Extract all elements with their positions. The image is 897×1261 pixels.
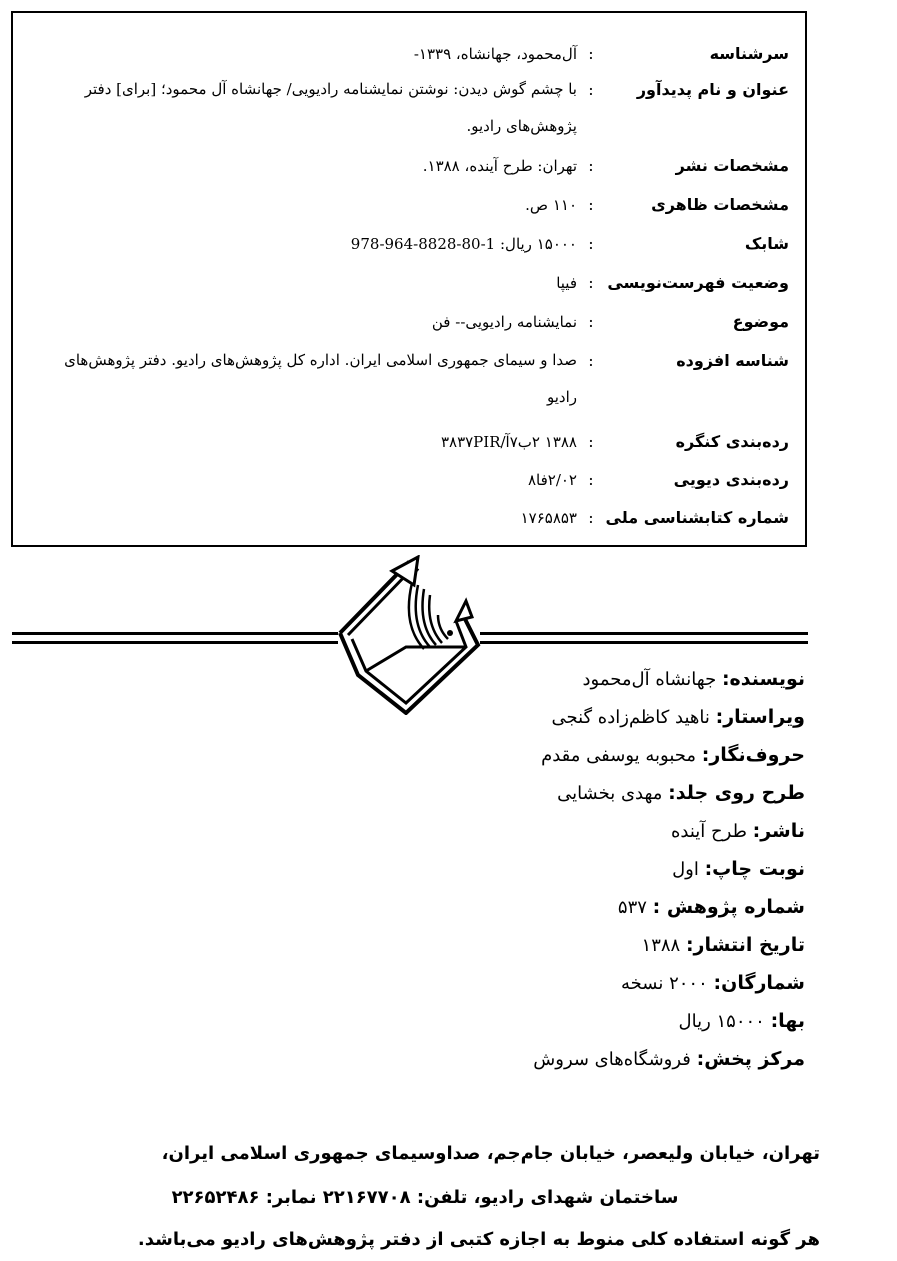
address-line-2: ساختمان شهدای رادیو، تلفن: ۲۲۱۶۷۷۰۸ نمابر: ۲۲۶۵۲۴۸۶ [171,1187,679,1208]
cip-value: صدا و سیمای جمهوری اسلامی ایران. اداره کل پژوهش‌های رادیو. دفتر پژوهش‌های رادیو [64,351,577,406]
cip-value: ۱۷۶۵۸۵۳ [520,509,577,527]
credit-publish-date: تاریخ انتشار: ۱۳۸۸ [641,934,805,956]
divider-rule [12,632,338,635]
cip-label: مشخصات ظاهری [651,195,789,214]
cip-label: مشخصات نشر [675,156,789,175]
divider-rule [480,632,808,635]
credit-price: بها: ۱۵۰۰۰ ریال [678,1010,805,1032]
cip-row-publication [13,153,805,189]
cip-row-isbn [13,231,805,267]
credit-research-number: شماره پژوهش : ۵۳۷ [617,896,805,918]
copyright-notice: هر گونه استفاده کلی منوط به اجازه کتبی از دفتر پژوهش‌های رادیو می‌باشد. [137,1229,820,1250]
divider-rule [480,641,808,644]
cip-row-added-entry [13,348,805,422]
cip-value: تهران: طرح آینده، ۱۳۸۸. [422,157,577,175]
cip-colon: : [588,470,594,489]
cip-colon: : [588,80,594,99]
cip-value: نمایشنامه رادیویی-- فن [431,313,577,331]
credit-author: نویسنده: جهانشاه آل‌محمود [582,668,805,690]
cip-label: شابک [744,234,789,253]
cip-row-ddc [13,467,805,503]
credit-edition: نوبت چاپ: اول [672,858,805,880]
cip-label: رده‌بندی کنگره [675,432,789,451]
credit-editor: ویراستار: ناهید کاظم‌زاده گنجی [551,706,805,728]
cip-value: ۱۳۸۸ ۲ب۷آ/۳۸۳۷PIR [440,433,577,451]
cip-colon: : [588,156,594,175]
cip-value: ۱۵۰۰۰ ریال: 1-80-8828-964-978 [350,235,577,253]
cip-label: شماره کتابشناسی ملی [605,508,789,527]
credit-publisher: ناشر: طرح آینده [670,820,805,842]
address-line-1: تهران، خیابان ولیعصر، خیابان جام‌جم، صداوسیمای جمهوری اسلامی ایران، [161,1143,820,1164]
divider-rule [12,641,338,644]
cip-label: موضوع [732,312,789,331]
cip-label: شناسه افزوده [676,351,789,370]
cip-row-title [13,77,805,151]
cip-colon: : [588,273,594,292]
cip-colon: : [588,351,594,370]
cip-value: آل‌محمود، جهانشاه، ۱۳۳۹- [413,45,577,63]
cip-label: رده‌بندی دیویی [673,470,789,489]
cip-label: وضعیت فهرست‌نویسی [607,273,789,292]
credits-list [105,660,805,1078]
credit-cover-design: طرح روی جلد: مهدی بخشایی [557,782,805,804]
cip-row-physical [13,192,805,228]
cip-colon: : [588,432,594,451]
cip-colon: : [588,508,594,527]
cip-label: سرشناسه [709,44,789,63]
credit-distribution: مرکز پخش: فروشگاه‌های سروش [533,1048,805,1070]
cip-value: ۱۱۰ ص. [525,196,577,214]
credit-print-run: شمارگان: ۲۰۰۰ نسخه [621,972,805,994]
cip-row-subject [13,309,805,345]
cip-colon: : [588,312,594,331]
credit-typesetter: حروف‌نگار: محبوبه یوسفی مقدم [541,744,805,766]
cip-row-national-number [13,505,805,541]
cip-colon: : [588,195,594,214]
cip-row-lcc [13,429,805,465]
cip-colon: : [588,44,594,63]
cip-colon: : [588,234,594,253]
cataloging-box [11,11,807,547]
cip-value: با چشم گوش دیدن: نوشتن نمایشنامه رادیویی/ جهانشاه آل محمود؛ [برای] دفتر پژوهش‌های رادیو. [84,80,577,135]
cip-value: ۲/۰۲فا۸ [527,471,577,489]
cip-value: فیپا [556,274,577,292]
cip-label: عنوان و نام پدیدآور [636,80,789,99]
cip-row-status [13,270,805,306]
